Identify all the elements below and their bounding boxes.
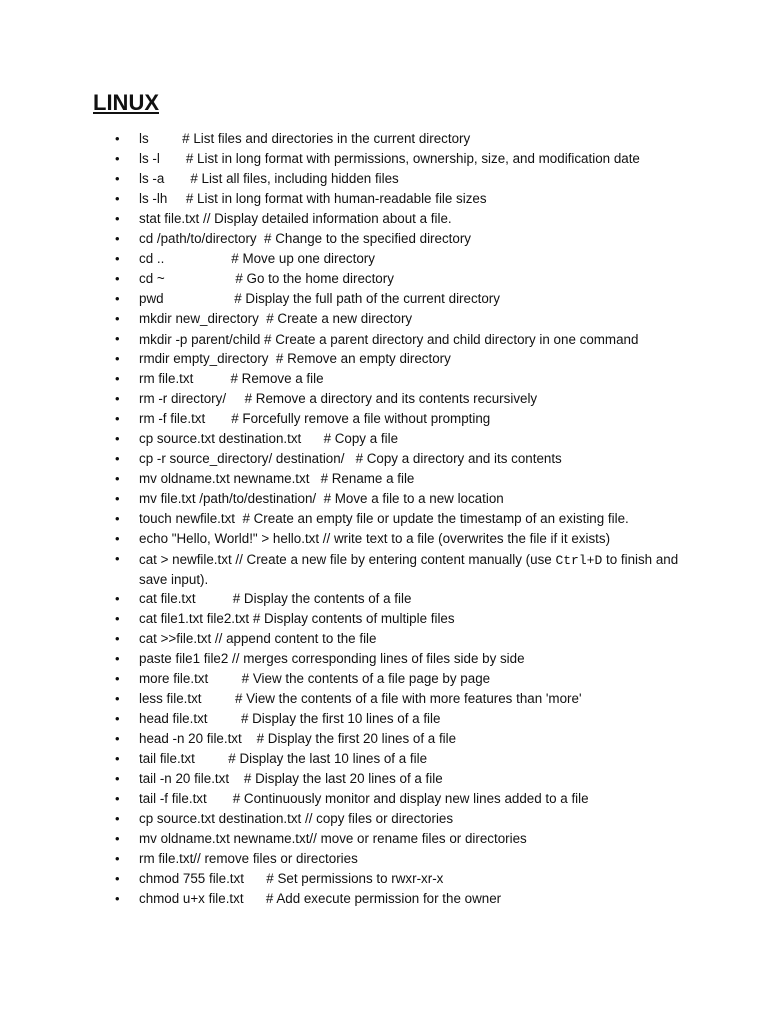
- list-item-text: cd ~ # Go to the home directory: [139, 271, 394, 286]
- list-item-text: paste file1 file2 // merges corresponding lines of files side by side: [139, 651, 525, 666]
- list-item: [0, 469, 768, 489]
- list-item: [0, 829, 768, 849]
- bullet-icon: •: [115, 311, 120, 326]
- list-item: [0, 729, 768, 749]
- list-item: [0, 429, 768, 449]
- list-item: [0, 669, 768, 689]
- list-item: [0, 489, 768, 509]
- list-item-text: cd /path/to/directory # Change to the specified directory: [139, 231, 471, 246]
- list-item: [0, 609, 768, 629]
- bullet-icon: •: [115, 631, 120, 646]
- bullet-icon: •: [115, 491, 120, 506]
- bullet-icon: •: [115, 791, 120, 806]
- list-item: [0, 869, 768, 889]
- list-item: [0, 209, 768, 229]
- list-item: [0, 589, 768, 609]
- list-item: [0, 349, 768, 369]
- bullet-icon: •: [115, 291, 120, 306]
- bullet-icon: •: [115, 551, 120, 566]
- list-item: [0, 649, 768, 669]
- list-item: [0, 389, 768, 409]
- bullet-icon: •: [115, 211, 120, 226]
- list-item-text: tail file.txt # Display the last 10 lines of a file: [139, 751, 428, 766]
- list-item-text: mkdir new_directory # Create a new directory: [139, 311, 413, 326]
- bullet-icon: •: [115, 871, 120, 886]
- bullet-icon: •: [115, 511, 120, 526]
- list-item-text: cat file.txt # Display the contents of a file: [139, 591, 412, 606]
- bullet-icon: •: [115, 191, 120, 206]
- list-item: [0, 629, 768, 649]
- list-item-text: stat file.txt // Display detailed information about a file.: [139, 211, 452, 226]
- list-item-text: tail -f file.txt # Continuously monitor and display new lines added to a file: [139, 791, 589, 806]
- bullet-icon: •: [115, 811, 120, 826]
- bullet-icon: •: [115, 451, 120, 466]
- list-item-text: ls -a # List all files, including hidden files: [139, 171, 399, 186]
- inline-code: Ctrl+D: [555, 553, 603, 568]
- bullet-icon: •: [115, 251, 120, 266]
- list-item-text: rm file.txt// remove files or directories: [139, 851, 358, 866]
- bullet-icon: •: [115, 411, 120, 426]
- list-item: [0, 749, 768, 769]
- list-item: [0, 529, 768, 549]
- list-item-text: cp -r source_directory/ destination/ # Copy a directory and its contents: [139, 451, 562, 466]
- bullet-icon: •: [115, 591, 120, 606]
- bullet-icon: •: [115, 331, 120, 346]
- bullet-icon: •: [115, 131, 120, 146]
- bullet-icon: •: [115, 771, 120, 786]
- list-item-text: ls -lh # List in long format with human-readable file sizes: [139, 191, 487, 206]
- bullet-icon: •: [115, 851, 120, 866]
- list-item: [0, 549, 768, 589]
- bullet-icon: •: [115, 351, 120, 366]
- list-item: [0, 809, 768, 829]
- list-item-text: mv file.txt /path/to/destination/ # Move a file to a new location: [139, 491, 504, 506]
- list-item-text: mkdir -p parent/child # Create a parent directory and child directory in one command: [139, 332, 639, 347]
- list-item: [0, 769, 768, 789]
- list-item: [0, 229, 768, 249]
- bullet-icon: •: [115, 751, 120, 766]
- bullet-icon: •: [115, 691, 120, 706]
- bullet-icon: •: [115, 271, 120, 286]
- list-item-text: ls # List files and directories in the current directory: [139, 131, 471, 146]
- list-item-text: cat file1.txt file2.txt # Display contents of multiple files: [139, 611, 455, 626]
- list-item-text: less file.txt # View the contents of a file with more features than 'more': [139, 691, 582, 706]
- bullet-icon: •: [115, 371, 120, 386]
- bullet-icon: •: [115, 611, 120, 626]
- list-item-text: pwd # Display the full path of the current directory: [139, 291, 500, 306]
- bullet-icon: •: [115, 831, 120, 846]
- list-item: [0, 189, 768, 209]
- page-title: LINUX: [93, 90, 159, 115]
- list-item-text: tail -n 20 file.txt # Display the last 20 lines of a file: [139, 771, 443, 786]
- list-item-text: rm -f file.txt # Forcefully remove a file without prompting: [139, 411, 491, 426]
- list-item-text: rm file.txt # Remove a file: [139, 371, 324, 386]
- list-item-text: echo "Hello, World!" > hello.txt // write text to a file (overwrites the file if it exists): [139, 531, 611, 546]
- list-item: [0, 689, 768, 709]
- list-item-text: mv oldname.txt newname.txt # Rename a file: [139, 471, 415, 486]
- bullet-icon: •: [115, 431, 120, 446]
- bullet-icon: •: [115, 671, 120, 686]
- list-item-text: chmod 755 file.txt # Set permissions to rwxr-xr-x: [139, 871, 444, 886]
- list-item-text: chmod u+x file.txt # Add execute permission for the owner: [139, 891, 502, 906]
- bullet-icon: •: [115, 391, 120, 406]
- list-item: [0, 509, 768, 529]
- list-item: [0, 309, 768, 329]
- list-item: [0, 889, 768, 909]
- bullet-icon: •: [115, 651, 120, 666]
- list-item-text: cd .. # Move up one directory: [139, 251, 375, 266]
- list-item: [0, 449, 768, 469]
- bullet-icon: •: [115, 231, 120, 246]
- list-item-text: more file.txt # View the contents of a file page by page: [139, 671, 491, 686]
- bullet-icon: •: [115, 171, 120, 186]
- list-item: [0, 269, 768, 289]
- list-item-text: touch newfile.txt # Create an empty file or update the timestamp of an existing file.: [139, 511, 629, 526]
- list-item-text: rm -r directory/ # Remove a directory and its contents recursively: [139, 391, 538, 406]
- command-list: [0, 129, 768, 909]
- list-item: [0, 709, 768, 729]
- list-item: [0, 849, 768, 869]
- list-item-text: ls -l # List in long format with permissions, ownership, size, and modification date: [139, 151, 640, 166]
- bullet-icon: •: [115, 711, 120, 726]
- bullet-icon: •: [115, 471, 120, 486]
- list-item: [0, 409, 768, 429]
- list-item-text: cp source.txt destination.txt // copy files or directories: [139, 811, 454, 826]
- list-item-text: mv oldname.txt newname.txt// move or rename files or directories: [139, 831, 527, 846]
- list-item-text-after: to finish and save input).: [139, 552, 682, 587]
- list-item-text: rmdir empty_directory # Remove an empty directory: [139, 351, 451, 366]
- bullet-icon: •: [115, 151, 120, 166]
- list-item-text: cp source.txt destination.txt # Copy a file: [139, 431, 399, 446]
- list-item: [0, 289, 768, 309]
- list-item-text: cat >>file.txt // append content to the file: [139, 631, 377, 646]
- bullet-icon: •: [115, 531, 120, 546]
- list-item: [0, 789, 768, 809]
- list-item-text: head file.txt # Display the first 10 lines of a file: [139, 711, 441, 726]
- bullet-icon: •: [115, 891, 120, 906]
- list-item-text: cat > newfile.txt // Create a new file by entering content manually (use: [139, 552, 556, 567]
- list-item: [0, 169, 768, 189]
- bullet-icon: •: [115, 731, 120, 746]
- list-item: [0, 369, 768, 389]
- list-item: [0, 129, 768, 149]
- list-item: [0, 329, 768, 349]
- list-item: [0, 149, 768, 169]
- list-item-text: head -n 20 file.txt # Display the first 20 lines of a file: [139, 731, 457, 746]
- list-item: [0, 249, 768, 269]
